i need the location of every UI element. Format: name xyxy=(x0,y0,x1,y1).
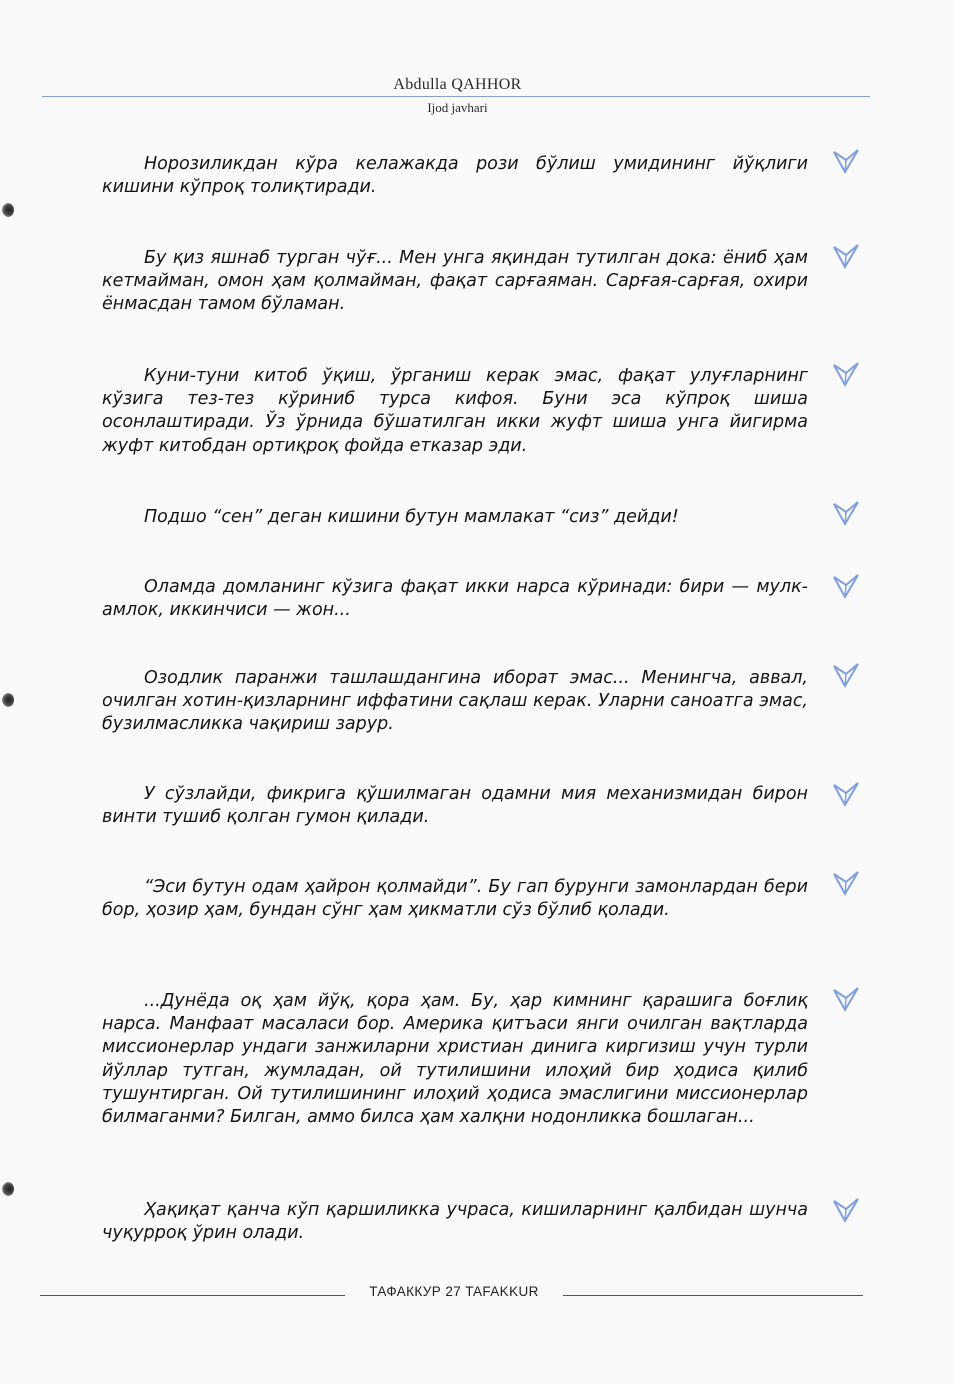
footer-label: ТАФАККУР 27 TAFAKKUR xyxy=(369,1284,539,1299)
checkmark-icon xyxy=(832,986,860,1014)
quote-paragraph: Оламда домланинг кўзига фақат икки нарса кўринади: бири — мулк-амлок, иккинчиси — жон... xyxy=(102,577,808,621)
checkmark-icon xyxy=(832,870,860,898)
binder-hole xyxy=(2,203,14,217)
quote-paragraph: Озодлик паранжи ташлашдангина иборат эмас... Менингча, аввал, очилган хотин-қизларнинг иффатини сақлаш керак. Уларни саноатга эмас, бузилмасликка чақириш зарур. xyxy=(102,668,808,735)
footer-rule-left xyxy=(40,1295,345,1296)
running-footer xyxy=(0,1284,953,1304)
binder-hole xyxy=(2,1182,14,1196)
header-rule xyxy=(42,96,870,97)
checkmark-icon xyxy=(832,148,860,176)
checkmark-icon xyxy=(832,500,860,528)
footer-rule-right xyxy=(563,1295,863,1296)
header-subtitle: Ijod javhari xyxy=(427,100,488,115)
checkmark-icon xyxy=(832,781,860,809)
quote-paragraph: У сўзлайди, фикрига қўшилмаган одамни мия механизмидан бирон винти тушиб қолган гумон қилади. xyxy=(102,784,808,828)
quote-paragraph: Бу қиз яшнаб турган чўғ... Мен унга яқиндан тутилган дока: ёниб ҳам кетмайман, омон ҳам қолмайман, фақат сарғаяман. Сарғая-сарғая, охири ёнмасдан тамом бўламан. xyxy=(102,248,808,315)
checkmark-icon xyxy=(832,662,860,690)
quote-paragraph: Норозиликдан кўра келажакда рози бўлиш умидининг йўқлиги кишини кўпроқ толиқтиради. xyxy=(102,154,808,198)
binder-hole xyxy=(2,693,14,707)
checkmark-icon xyxy=(832,361,860,389)
quote-paragraph: Ҳақиқат қанча кўп қаршиликка учраса, кишиларнинг қалбидан шунча чуқурроқ ўрин олади. xyxy=(102,1200,808,1244)
checkmark-icon xyxy=(832,1197,860,1225)
quote-paragraph: ...Дунёда оқ ҳам йўқ, қора ҳам. Бу, ҳар кимнинг қарашига боғлиқ нарса. Манфаат масаласи бор. Америка қитъаси янги очилган вақтларда миссионерлар ундаги занжиларни христиан динига киргизиш учун турли йўллар тутган, жумладан, ой тутилишини илоҳий бир ҳодиса қилиб тушунтирган. Ой тутилишининг илоҳий ҳодиса эмаслигини миссионерлар билмаганми? Билган, аммо билса ҳам халқни нодонликка бошлаган... xyxy=(102,991,808,1128)
quote-paragraph: Подшо “сен” деган кишини бутун мамлакат “сиз” дейди! xyxy=(144,507,679,527)
checkmark-icon xyxy=(832,243,860,271)
quote-paragraph: Куни-туни китоб ўқиш, ўрганиш керак эмас, фақат улуғларнинг кўзига тез-тез кўриниб турса кифоя. Буни эса кўпроқ шиша осонлаштиради. Ўз ўрнида бўшатилган икки жуфт шиша унга йигирма жуфт китобдан ортиқроқ фойда етказар эди. xyxy=(102,366,808,456)
quote-paragraph: “Эси бутун одам ҳайрон қолмайди”. Бу гап бурунги замонлардан бери бор, ҳозир ҳам, бундан сўнг ҳам ҳикматли сўз бўлиб қолади. xyxy=(102,877,808,921)
header-author: Abdulla QAHHOR xyxy=(393,76,522,93)
checkmark-icon xyxy=(832,573,860,601)
